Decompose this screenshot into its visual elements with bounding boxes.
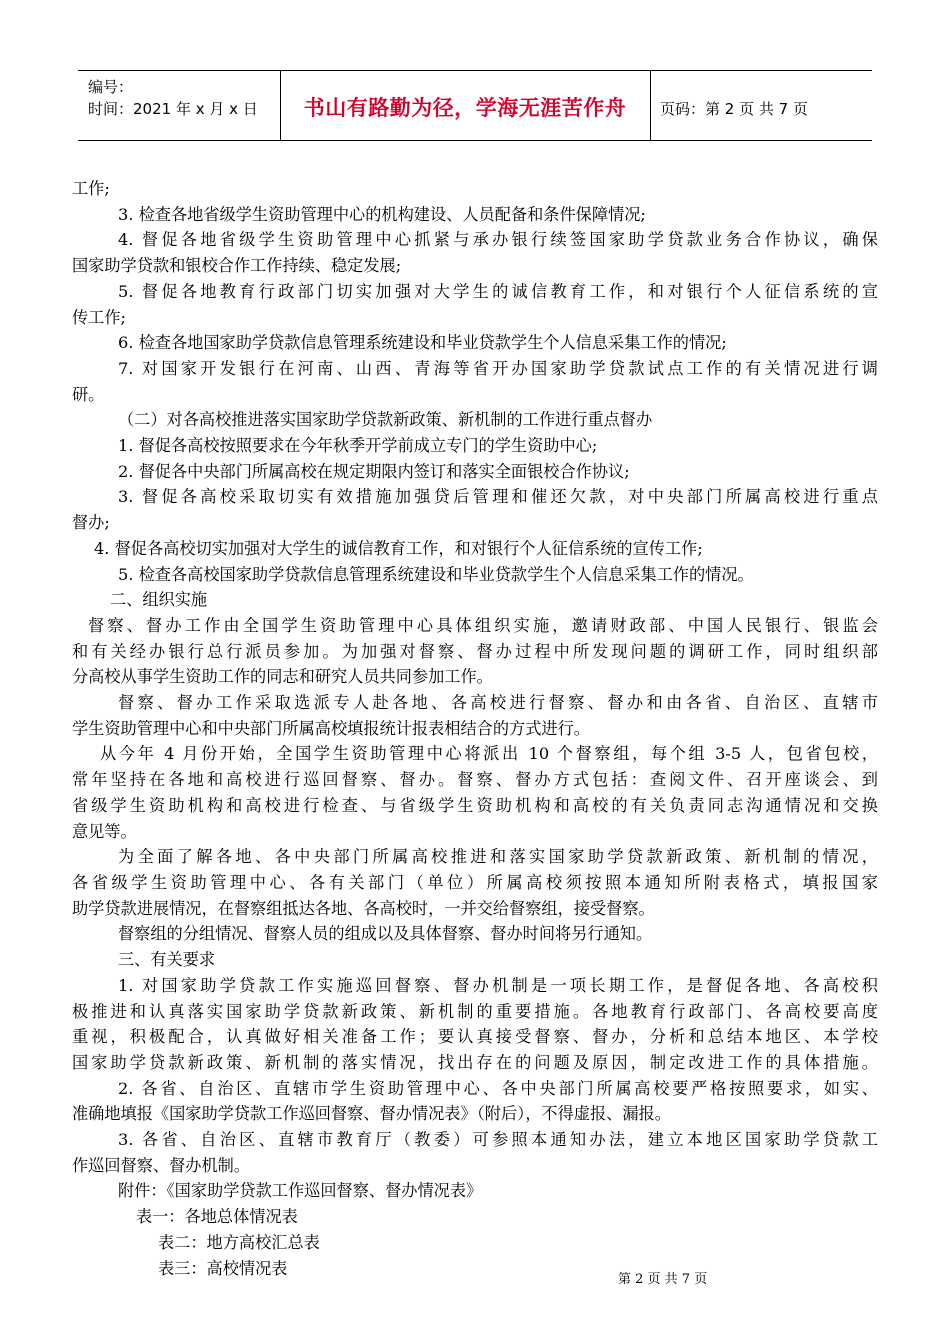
text-line: 7. 对国家开发银行在河南、山西、青海等省开办国家助学贷款试点工作的有关情况进行调 — [118, 358, 878, 378]
text-line: （二）对各高校推进落实国家助学贷款新政策、新机制的工作进行重点督办 — [118, 410, 653, 430]
text-line: 助学贷款进展情况，在督察组抵达各地、各高校时，一并交给督察组，接受督察。 — [72, 898, 655, 918]
text-line: 督察组的分组情况、督察人员的组成以及具体督察、督办时间将另行通知。 — [118, 924, 653, 944]
header-motto: 书山有路勤为径，学海无涯苦作舟 — [303, 96, 627, 120]
text-line: 督办; — [72, 513, 110, 533]
text-line: 意见等。 — [72, 821, 137, 841]
text-line: 作巡回督察、督办机制。 — [72, 1155, 251, 1175]
document-number-label: 编号： — [88, 78, 134, 96]
text-line: 省级学生资助机构和高校进行检查、与省级学生资助机构和高校的有关负责同志沟通情况和交换 — [72, 795, 878, 815]
text-line: 2. 督促各中央部门所属高校在规定期限内签订和落实全面银校合作协议; — [118, 461, 630, 481]
text-line: 国家助学贷款新政策、新机制的落实情况，找出存在的问题及原因，制定改进工作的具体措施。 — [72, 1052, 878, 1072]
text-line: 4. 督促各地省级学生资助管理中心抓紧与承办银行续签国家助学贷款业务合作协议，确保 — [118, 230, 878, 250]
text-line: 国家助学贷款和银校合作工作持续、稳定发展; — [72, 256, 402, 276]
text-line: 为全面了解各地、各中央部门所属高校推进和落实国家助学贷款新政策、新机制的情况， — [118, 847, 878, 867]
text-line: 表三：高校情况表 — [158, 1258, 288, 1278]
header-page-label: 页码：第 2 页 共 7 页 — [660, 100, 808, 118]
header-top-rule — [78, 70, 872, 71]
text-line: 学生资助管理中心和中央部门所属高校填报统计报表相结合的方式进行。 — [72, 718, 590, 738]
text-line: 和有关经办银行总行派员参加。为加强对督察、督办过程中所发现问题的调研工作，同时组织部 — [72, 641, 878, 661]
text-line: 工作; — [72, 179, 110, 198]
text-line: 从今年 4 月份开始，全国学生资助管理中心将派出 10 个督察组，每个组 3-5 人，包省包校， — [100, 744, 878, 764]
header-left-cell — [88, 76, 258, 120]
text-line: 1. 对国家助学贷款工作实施巡回督察、督办机制是一项长期工作，是督促各地、各高校积 — [118, 975, 878, 995]
text-line: 1. 督促各高校按照要求在今年秋季开学前成立专门的学生资助中心; — [118, 436, 598, 456]
text-line: 5. 督促各地教育行政部门切实加强对大学生的诚信教育工作，和对银行个人征信系统的宣 — [118, 281, 878, 301]
text-line: 表一：各地总体情况表 — [136, 1207, 298, 1227]
text-line: 常年坚持在各地和高校进行巡回督察、督办。督察、督办方式包括：查阅文件、召开座谈会、到 — [72, 770, 878, 790]
text-line: 极推进和认真落实国家助学贷款新政策、新机制的重要措施。各地教育行政部门、各高校要高度 — [72, 1001, 878, 1021]
page-footer: 第 2 页 共 7 页 — [618, 1272, 708, 1287]
text-line: 表二：地方高校汇总表 — [158, 1232, 320, 1252]
text-line: 研。 — [72, 384, 105, 404]
header-divider-right — [650, 70, 651, 140]
header-bottom-rule — [78, 140, 872, 141]
text-line: 各省级学生资助管理中心、各有关部门（单位）所属高校须按照本通知所附表格式，填报国家 — [72, 872, 878, 892]
text-line: 2. 各省、自治区、直辖市学生资助管理中心、各中央部门所属高校要严格按照要求，如实、 — [118, 1078, 878, 1098]
document-body — [72, 176, 878, 1281]
text-line: 三、有关要求 — [118, 950, 216, 970]
document-time-label: 时间：2021 年 x 月 x 日 — [88, 100, 258, 118]
text-line: 督察、督办工作由全国学生资助管理中心具体组织实施，邀请财政部、中国人民银行、银监会 — [88, 615, 878, 635]
text-line: 5. 检查各高校国家助学贷款信息管理系统建设和毕业贷款学生个人信息采集工作的情况。 — [118, 564, 754, 584]
text-line: 督察、督办工作采取选派专人赴各地、各高校进行督察、督办和由各省、自治区、直辖市 — [118, 693, 878, 713]
text-line: 分高校从事学生资助工作的同志和研究人员共同参加工作。 — [72, 667, 493, 687]
text-line: 传工作; — [72, 307, 127, 327]
text-line: 重视，积极配合，认真做好相关准备工作；要认真接受督察、督办，分析和总结本地区、本学校 — [72, 1027, 878, 1047]
text-line: 3. 检查各地省级学生资助管理中心的机构建设、人员配备和条件保障情况; — [118, 204, 646, 224]
text-line: 准确地填报《国家助学贷款工作巡回督察、督办情况表》（附后），不得虚报、漏报。 — [72, 1104, 671, 1124]
text-line: 二、组织实施 — [110, 590, 208, 610]
text-line: 6. 检查各地国家助学贷款信息管理系统建设和毕业贷款学生个人信息采集工作的情况; — [118, 333, 727, 353]
text-line: 3. 督促各高校采取切实有效措施加强贷后管理和催还欠款，对中央部门所属高校进行重点 — [118, 487, 878, 507]
text-line: 3. 各省、自治区、直辖市教育厅（教委）可参照本通知办法，建立本地区国家助学贷款工 — [118, 1130, 878, 1150]
text-line: 4. 督促各高校切实加强对大学生的诚信教育工作，和对银行个人征信系统的宣传工作; — [94, 538, 703, 558]
text-line: 附件：《国家助学贷款工作巡回督察、督办情况表》 — [118, 1181, 483, 1201]
